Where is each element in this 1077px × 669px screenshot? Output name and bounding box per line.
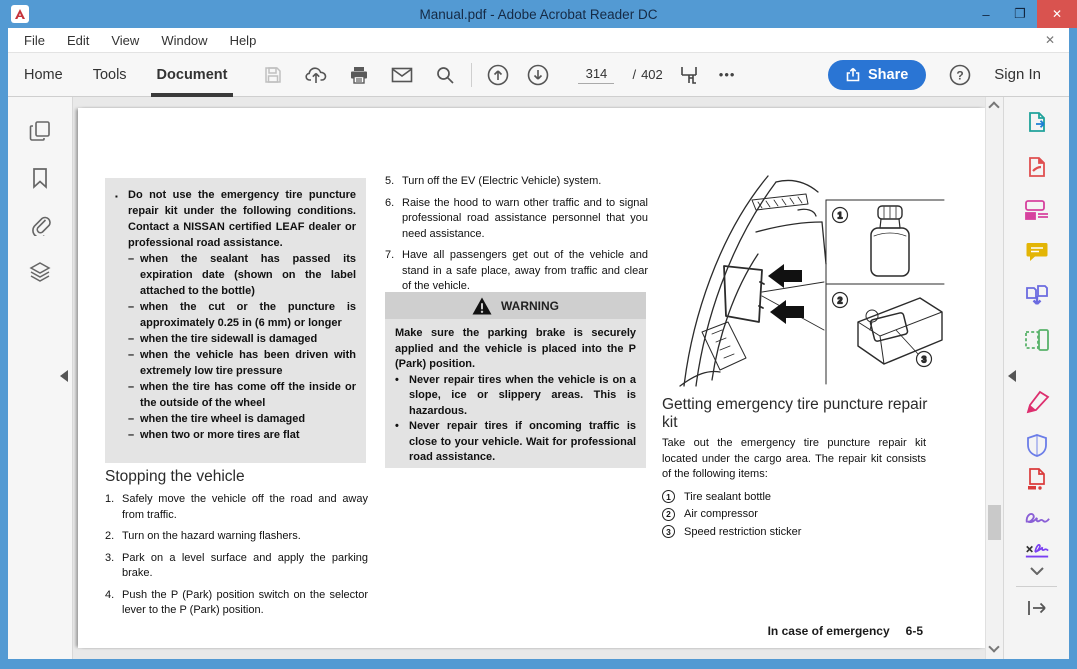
stopping-steps-5-7 (385, 174, 648, 301)
attachments-icon[interactable] (26, 211, 54, 239)
main-area (8, 97, 1069, 659)
toolbar-divider (471, 63, 472, 87)
list-item: 2. Turn on the hazard warning flashers. (105, 530, 301, 542)
collapse-left-pane-icon[interactable] (58, 369, 69, 383)
footer-page-number: 6-5 (905, 624, 923, 638)
protect-icon[interactable] (1024, 432, 1050, 458)
save-icon[interactable] (259, 61, 287, 89)
search-icon[interactable] (431, 61, 459, 89)
footer-section: In case of emergency (767, 624, 890, 638)
svg-text:?: ? (956, 68, 964, 82)
tools-pane-divider (1016, 586, 1057, 587)
collapse-right-pane-icon[interactable] (1006, 369, 1017, 383)
warning-box (385, 292, 646, 468)
svg-text:1: 1 (837, 210, 843, 221)
section-heading-stopping: Stopping the vehicle (105, 468, 245, 485)
caution-sub-item: when two or more tires are flat (140, 429, 300, 441)
dash-marker: – (128, 253, 135, 265)
section-heading-getting: Getting emergency tire puncture repair kit (662, 396, 928, 431)
list-item: 1 Tire sealant bottle (662, 490, 926, 503)
list-item: 7. Have all passengers get out of the vehicle and stand in a safe place, away from traffic and clear of the vehicle. (385, 249, 648, 292)
request-signatures-icon[interactable] (1024, 538, 1050, 564)
getting-intro: Take out the emergency tire puncture repair kit located under the cargo area. The repair kit consists of the following items: (662, 437, 926, 480)
fill-sign-icon[interactable] (1024, 389, 1050, 415)
print-icon[interactable] (345, 61, 373, 89)
previous-page-icon[interactable] (484, 61, 512, 89)
warning-intro: Make sure the parking brake is securely applied and the vehicle is placed into the P (Park) position. (395, 327, 636, 370)
caution-sub-item: when the tire wheel is damaged (140, 413, 306, 425)
more-tools-chevron-icon[interactable] (1024, 565, 1050, 577)
close-button[interactable]: ✕ (1037, 0, 1077, 28)
vertical-scrollbar[interactable] (985, 97, 1003, 659)
caution-text: Do not use the emergency tire puncture repair kit under the following conditions. Contact a NISSAN certified LEAF dealer or professional road assistance. (128, 189, 356, 249)
stopping-steps-1-4 (105, 492, 368, 625)
scroll-down-icon[interactable] (988, 641, 999, 652)
tab-home[interactable]: Home (24, 66, 63, 83)
caution-sub-item: when the tire has come off the inside or the outside of the wheel (140, 381, 356, 409)
svg-text:2: 2 (837, 295, 843, 306)
caution-sub-item: when the cut or the puncture is approximately 0.25 in (6 mm) or longer (140, 301, 356, 329)
tools-pane (1003, 97, 1069, 659)
export-pdf-icon[interactable] (1024, 109, 1050, 135)
list-item: 2 Air compressor (662, 508, 926, 521)
dash-marker: – (128, 333, 135, 345)
dash-marker: – (128, 381, 135, 393)
more-tools-icon[interactable]: ••• (718, 67, 736, 82)
list-item: 1. Safely move the vehicle off the road and away from traffic. (105, 493, 368, 521)
help-icon[interactable] (946, 61, 974, 89)
menu-bar (8, 28, 1069, 53)
open-tools-pane-icon[interactable] (1024, 595, 1050, 621)
cloud-upload-icon[interactable] (302, 61, 330, 89)
cargo-area-diagram (656, 170, 948, 392)
tab-document[interactable]: Document (155, 53, 230, 97)
menu-file[interactable]: File (24, 32, 45, 48)
warning-bullet: Never repair tires when the vehicle is on a slope, ice or slippery areas. This is hazardous. (409, 373, 636, 417)
dash-marker: – (128, 349, 135, 361)
minimize-button[interactable]: – (982, 6, 990, 22)
create-pdf-icon[interactable] (1024, 154, 1050, 180)
scrollbar-thumb[interactable] (988, 505, 1001, 540)
list-item: 3 Speed restriction sticker (662, 525, 926, 538)
circled-number: 3 (662, 525, 675, 538)
list-item: 5. Turn off the EV (Electric Vehicle) system. (385, 175, 602, 187)
page-footer (768, 624, 923, 638)
share-button[interactable] (828, 60, 926, 90)
list-item: 6. Raise the hood to warn other traffic and to signal professional road assistance personnel that you need assistance. (385, 196, 648, 240)
list-item: 4. Push the P (Park) position switch on the selector lever to the P (Park) position. (105, 588, 368, 616)
bookmarks-icon[interactable] (26, 164, 54, 192)
left-navigation-pane (8, 97, 73, 659)
bullet-marker: • (395, 420, 399, 432)
warning-bullet: Never repair tires if oncoming traffic is close to your vehicle. Wait for professional road assistance. (409, 420, 636, 463)
toolbar (8, 53, 1069, 97)
warning-triangle-icon (472, 297, 492, 315)
caution-sub-item: when the sealant has passed its expiration date (shown on the label attached to the bottle) (140, 253, 356, 297)
document-viewport[interactable] (73, 97, 985, 659)
layers-icon[interactable] (26, 258, 54, 286)
scan-ocr-icon[interactable] (1024, 327, 1050, 353)
scroll-mode-icon[interactable] (675, 61, 703, 89)
caution-sub-item: when the tire sidewall is damaged (140, 333, 318, 345)
dash-marker: – (128, 429, 135, 441)
maximize-button[interactable]: ❐ (1014, 6, 1026, 21)
sign-in-button[interactable]: Sign In (994, 66, 1041, 83)
square-bullet: ▪ (115, 192, 118, 201)
redact-icon[interactable] (1024, 466, 1050, 492)
pdf-page (78, 108, 985, 648)
circled-number: 1 (662, 490, 675, 503)
edit-pdf-icon[interactable] (1024, 196, 1050, 222)
email-icon[interactable] (388, 61, 416, 89)
titlebar (0, 0, 1077, 28)
page-total: 402 (641, 67, 663, 82)
comment-icon[interactable] (1024, 239, 1050, 265)
scroll-up-icon[interactable] (988, 101, 999, 112)
page-number-input[interactable]: 314 (578, 66, 614, 84)
combine-files-icon[interactable] (1024, 282, 1050, 308)
menu-edit[interactable]: Edit (66, 32, 90, 48)
close-document-icon[interactable]: ✕ (1044, 33, 1055, 47)
warning-title: WARNING (501, 298, 559, 313)
menu-view[interactable]: View (111, 32, 140, 48)
page-thumbnails-icon[interactable] (26, 117, 54, 145)
menu-help[interactable]: Help (229, 32, 257, 48)
share-label: Share (867, 66, 909, 83)
kit-items-list (662, 490, 926, 543)
circled-number: 2 (662, 508, 675, 521)
bullet-marker: • (395, 373, 399, 386)
caution-sub-item: when the vehicle has been driven with extremely low tire pressure (140, 349, 356, 377)
tab-tools[interactable]: Tools (92, 66, 127, 83)
certificates-icon[interactable] (1024, 502, 1050, 528)
list-item: 3. Park on a level surface and apply the parking brake. (105, 551, 368, 579)
next-page-icon[interactable] (524, 61, 552, 89)
menu-window[interactable]: Window (161, 32, 208, 48)
dash-marker: – (128, 301, 135, 313)
page-separator: / (632, 67, 637, 82)
window-title: Manual.pdf - Adobe Acrobat Reader DC (419, 6, 658, 22)
svg-text:3: 3 (921, 354, 927, 365)
caution-box (105, 178, 366, 463)
dash-marker: – (128, 413, 135, 425)
